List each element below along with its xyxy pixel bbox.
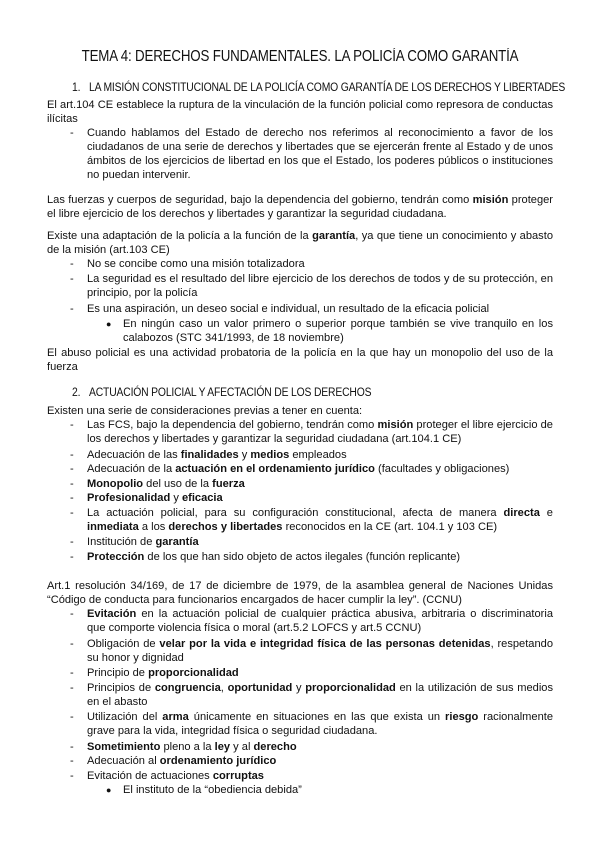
dash-item: Principios de congruencia, oportunidad y proporcionalidad en la utilización de sus medios en el abasto bbox=[87, 682, 553, 708]
dash-item: Principio de proporcionalidad bbox=[87, 667, 239, 679]
dash-item: Monopolio del uso de la fuerza bbox=[87, 478, 245, 490]
dash-marker: - bbox=[70, 478, 74, 490]
dash-marker: - bbox=[70, 536, 74, 548]
dash-marker: - bbox=[70, 682, 74, 694]
dash-marker: - bbox=[70, 507, 74, 519]
dash-marker: - bbox=[70, 755, 74, 767]
paragraph: Las fuerzas y cuerpos de seguridad, bajo la dependencia del gobierno, tendrán como misión proteger el libre ejercicio de los derechos y libertades y garantizar la seguridad ciudadana. bbox=[47, 194, 554, 220]
dash-item: Utilización del arma únicamente en situaciones en las que exista un riesgo racionalmente grave para la vida, integridad física o seguridad ciudadana. bbox=[87, 711, 553, 737]
dash-item: La seguridad es el resultado del libre ejercicio de los derechos de todos y de su protección, en principio, por la policía bbox=[87, 273, 553, 299]
section-1-title: LA MISIÓN CONSTITUCIONAL DE LA POLICÍA COMO GARANTÍA DE LOS DERECHOS Y LIBERTADES bbox=[89, 80, 566, 94]
section-2-number: 2. bbox=[72, 385, 81, 399]
dash-item: Institución de garantía bbox=[87, 536, 199, 548]
section-2-heading bbox=[72, 385, 371, 399]
dot-marker: ● bbox=[106, 319, 112, 329]
dash-item: Evitación de actuaciones corruptas bbox=[87, 770, 264, 782]
section-1-number: 1. bbox=[72, 80, 81, 94]
bullet-item: En ningún caso un valor primero o superior porque también se vive tranquilo en los calabozos (STC 341/1993, de 18 noviembre) bbox=[123, 318, 553, 344]
dash-item: Profesionalidad y eficacia bbox=[87, 492, 223, 504]
bullet-item: El instituto de la “obediencia debida” bbox=[123, 784, 302, 796]
dash-item: Adecuación de las finalidades y medios empleados bbox=[87, 449, 347, 461]
dash-item: Es una aspiración, un deseo social e individual, un resultado de la eficacia policial bbox=[87, 303, 490, 315]
dash-marker: - bbox=[70, 667, 74, 679]
paragraph: El art.104 CE establece la ruptura de la vinculación de la función policial como represora de conductas ilícitas bbox=[47, 99, 553, 125]
section-1-heading bbox=[72, 80, 565, 94]
dash-marker: - bbox=[70, 258, 74, 270]
dash-item: Obligación de velar por la vida e integridad física de las personas detenidas, respetando su honor y dignidad bbox=[87, 638, 553, 664]
dash-marker: - bbox=[70, 449, 74, 461]
dash-marker: - bbox=[70, 608, 74, 620]
dash-item: Adecuación al ordenamiento jurídico bbox=[87, 755, 277, 767]
dash-marker: - bbox=[70, 711, 74, 723]
dash-marker: - bbox=[70, 273, 74, 285]
paragraph: Existen una serie de consideraciones previas a tener en cuenta: bbox=[47, 405, 363, 417]
dash-marker: - bbox=[70, 463, 74, 475]
dash-marker: - bbox=[70, 638, 74, 650]
dash-item: La actuación policial, para su configuración constitucional, afecta de manera directa e inmediata a los derechos y libertades reconocidos en la CE (art. 104.1 y 103 CE) bbox=[87, 507, 553, 533]
dash-marker: - bbox=[70, 419, 74, 431]
dash-marker: - bbox=[70, 770, 74, 782]
dash-marker: - bbox=[70, 127, 74, 139]
dash-item: Evitación en la actuación policial de cualquier práctica abusiva, arbitraria o discriminatoria que comporte violencia física o moral (art.5.2 LOFCS y art.5 CCNU) bbox=[87, 608, 553, 634]
dash-item: Las FCS, bajo la dependencia del gobierno, tendrán como misión proteger el libre ejercicio de los derechos y libertades y garantizar la seguridad ciudadana (art.104.1 CE) bbox=[87, 419, 553, 445]
dash-marker: - bbox=[70, 551, 74, 563]
paragraph: Existe una adaptación de la policía a la función de la garantía, ya que tiene un conocimiento y abasto de la misión (art.103 CE) bbox=[47, 230, 553, 256]
dash-marker: - bbox=[70, 492, 74, 504]
dash-item: Cuando hablamos del Estado de derecho nos referimos al reconocimiento a favor de los ciudadanos de una serie de derechos y libertades que se ejercerán frente al Estado y de unos ámbitos de los ejercicios de libertad en los que el Estado, los poderes públicos o instituciones no puedan intervenir. bbox=[87, 127, 553, 181]
dash-item: Protección de los que han sido objeto de actos ilegales (función replicante) bbox=[87, 551, 461, 563]
dash-marker: - bbox=[70, 303, 74, 315]
section-2-title: ACTUACIÓN POLICIAL Y AFECTACIÓN DE LOS DERECHOS bbox=[89, 385, 372, 399]
paragraph: Art.1 resolución 34/169, de 17 de diciembre de 1979, de la asamblea general de Naciones Unidas “Código de conducta para funcionarios encargados de hacer cumplir la ley”. (CCNU) bbox=[47, 580, 553, 606]
dash-item: No se concibe como una misión totalizadora bbox=[87, 258, 305, 270]
document-title: TEMA 4: DERECHOS FUNDAMENTALES. LA POLICÍA COMO GARANTÍA bbox=[81, 48, 519, 65]
paragraph: El abuso policial es una actividad probatoria de la policía en la que hay un monopolio del uso de la fuerza bbox=[47, 347, 553, 373]
dash-item: Adecuación de la actuación en el ordenamiento jurídico (facultades y obligaciones) bbox=[87, 463, 510, 475]
dot-marker: ● bbox=[106, 785, 112, 795]
dash-marker: - bbox=[70, 741, 74, 753]
dash-item: Sometimiento pleno a la ley y al derecho bbox=[87, 741, 297, 753]
